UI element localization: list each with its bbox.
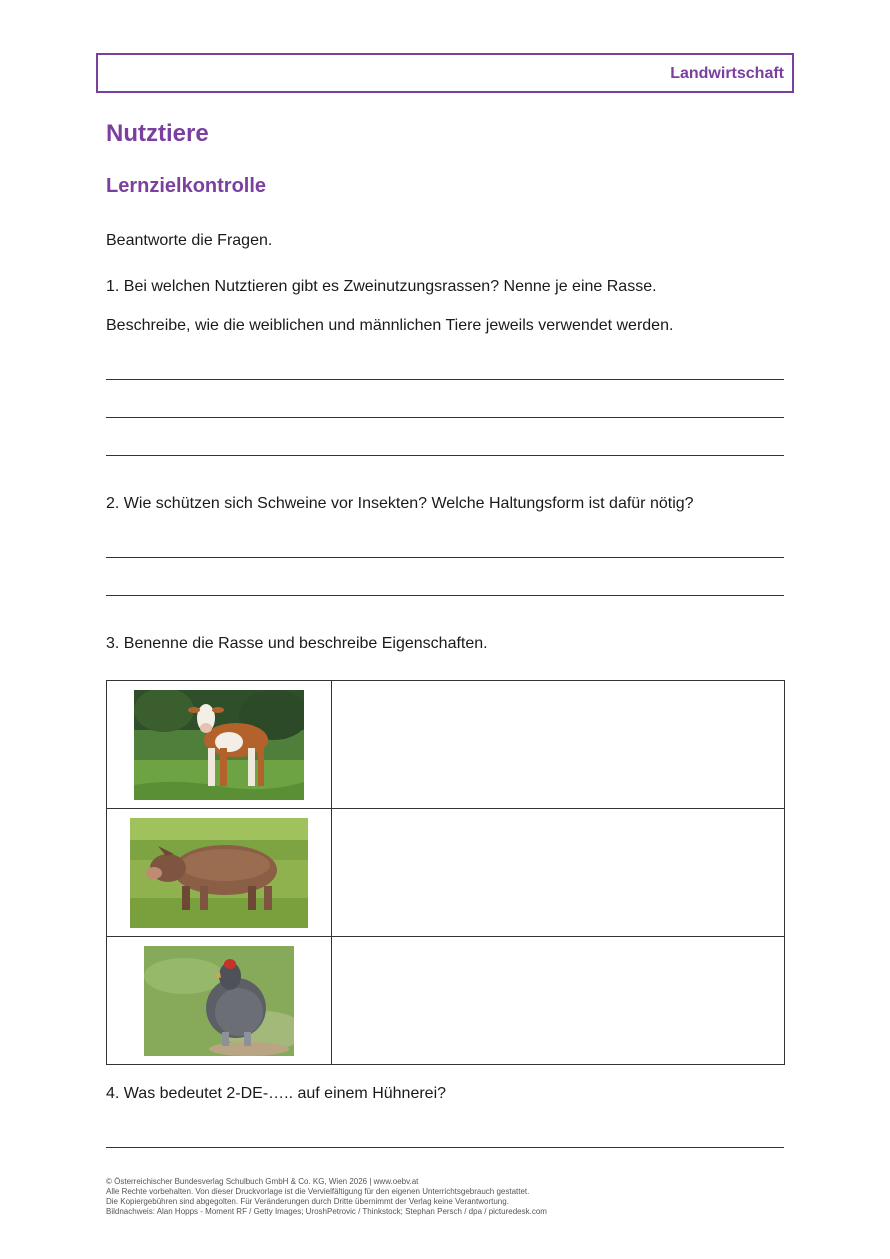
chicken-photo-icon [144, 946, 294, 1056]
header-box [96, 53, 794, 93]
image-cell [107, 809, 332, 937]
answer-line[interactable] [106, 1147, 784, 1148]
footer-line: © Österreichischer Bundesverlag Schulbuch GmbH & Co. KG, Wien 2026 | www.oebv.at [106, 1177, 419, 1186]
footer-line: Die Kopiergebühren sind abgegolten. Für Veränderungen durch Dritte übernimmt der Verlag keine Verantwortung. [106, 1197, 509, 1206]
question-1: 1. Bei welchen Nutztieren gibt es Zweinutzungsrassen? Nenne je eine Rasse. [106, 278, 657, 295]
answer-line[interactable] [106, 379, 784, 380]
footer-line: Alle Rechte vorbehalten. Von dieser Druckvorlage ist die Vervielfältigung für den eigenen Unterrichtsgebrauch gestattet. [106, 1187, 530, 1196]
answer-cell[interactable] [331, 937, 784, 1065]
pig-photo-icon [130, 818, 308, 928]
question-3: 3. Benenne die Rasse und beschreibe Eigenschaften. [106, 635, 488, 652]
answer-cell[interactable] [331, 809, 784, 937]
answer-line[interactable] [106, 455, 784, 456]
question-4: 4. Was bedeutet 2-DE-….. auf einem Hühnerei? [106, 1085, 447, 1102]
image-cell [107, 937, 332, 1065]
footer [106, 1177, 547, 1217]
table-row [107, 809, 785, 937]
instruction: Beantworte die Fragen. [106, 232, 273, 249]
cow-photo-icon [134, 690, 304, 800]
breed-table [106, 680, 785, 1065]
table-row [107, 937, 785, 1065]
answer-cell[interactable] [331, 681, 784, 809]
table-row [107, 681, 785, 809]
answer-line[interactable] [106, 595, 784, 596]
page-title: Nutztiere [106, 120, 209, 147]
image-cell [107, 681, 332, 809]
question-1-subtext: Beschreibe, wie die weiblichen und männlichen Tiere jeweils verwendet werden. [106, 317, 674, 334]
footer-line: Bildnachweis: Alan Hopps - Moment RF / Getty Images; UroshPetrovic / Thinkstock; Stephan Persch / dpa / picturedesk.com [106, 1207, 547, 1216]
question-2: 2. Wie schützen sich Schweine vor Insekten? Welche Haltungsform ist dafür nötig? [106, 495, 694, 512]
answer-line[interactable] [106, 557, 784, 558]
answer-line[interactable] [106, 417, 784, 418]
page-subtitle: Lernzielkontrolle [106, 175, 267, 197]
header-label: Landwirtschaft [670, 65, 784, 82]
